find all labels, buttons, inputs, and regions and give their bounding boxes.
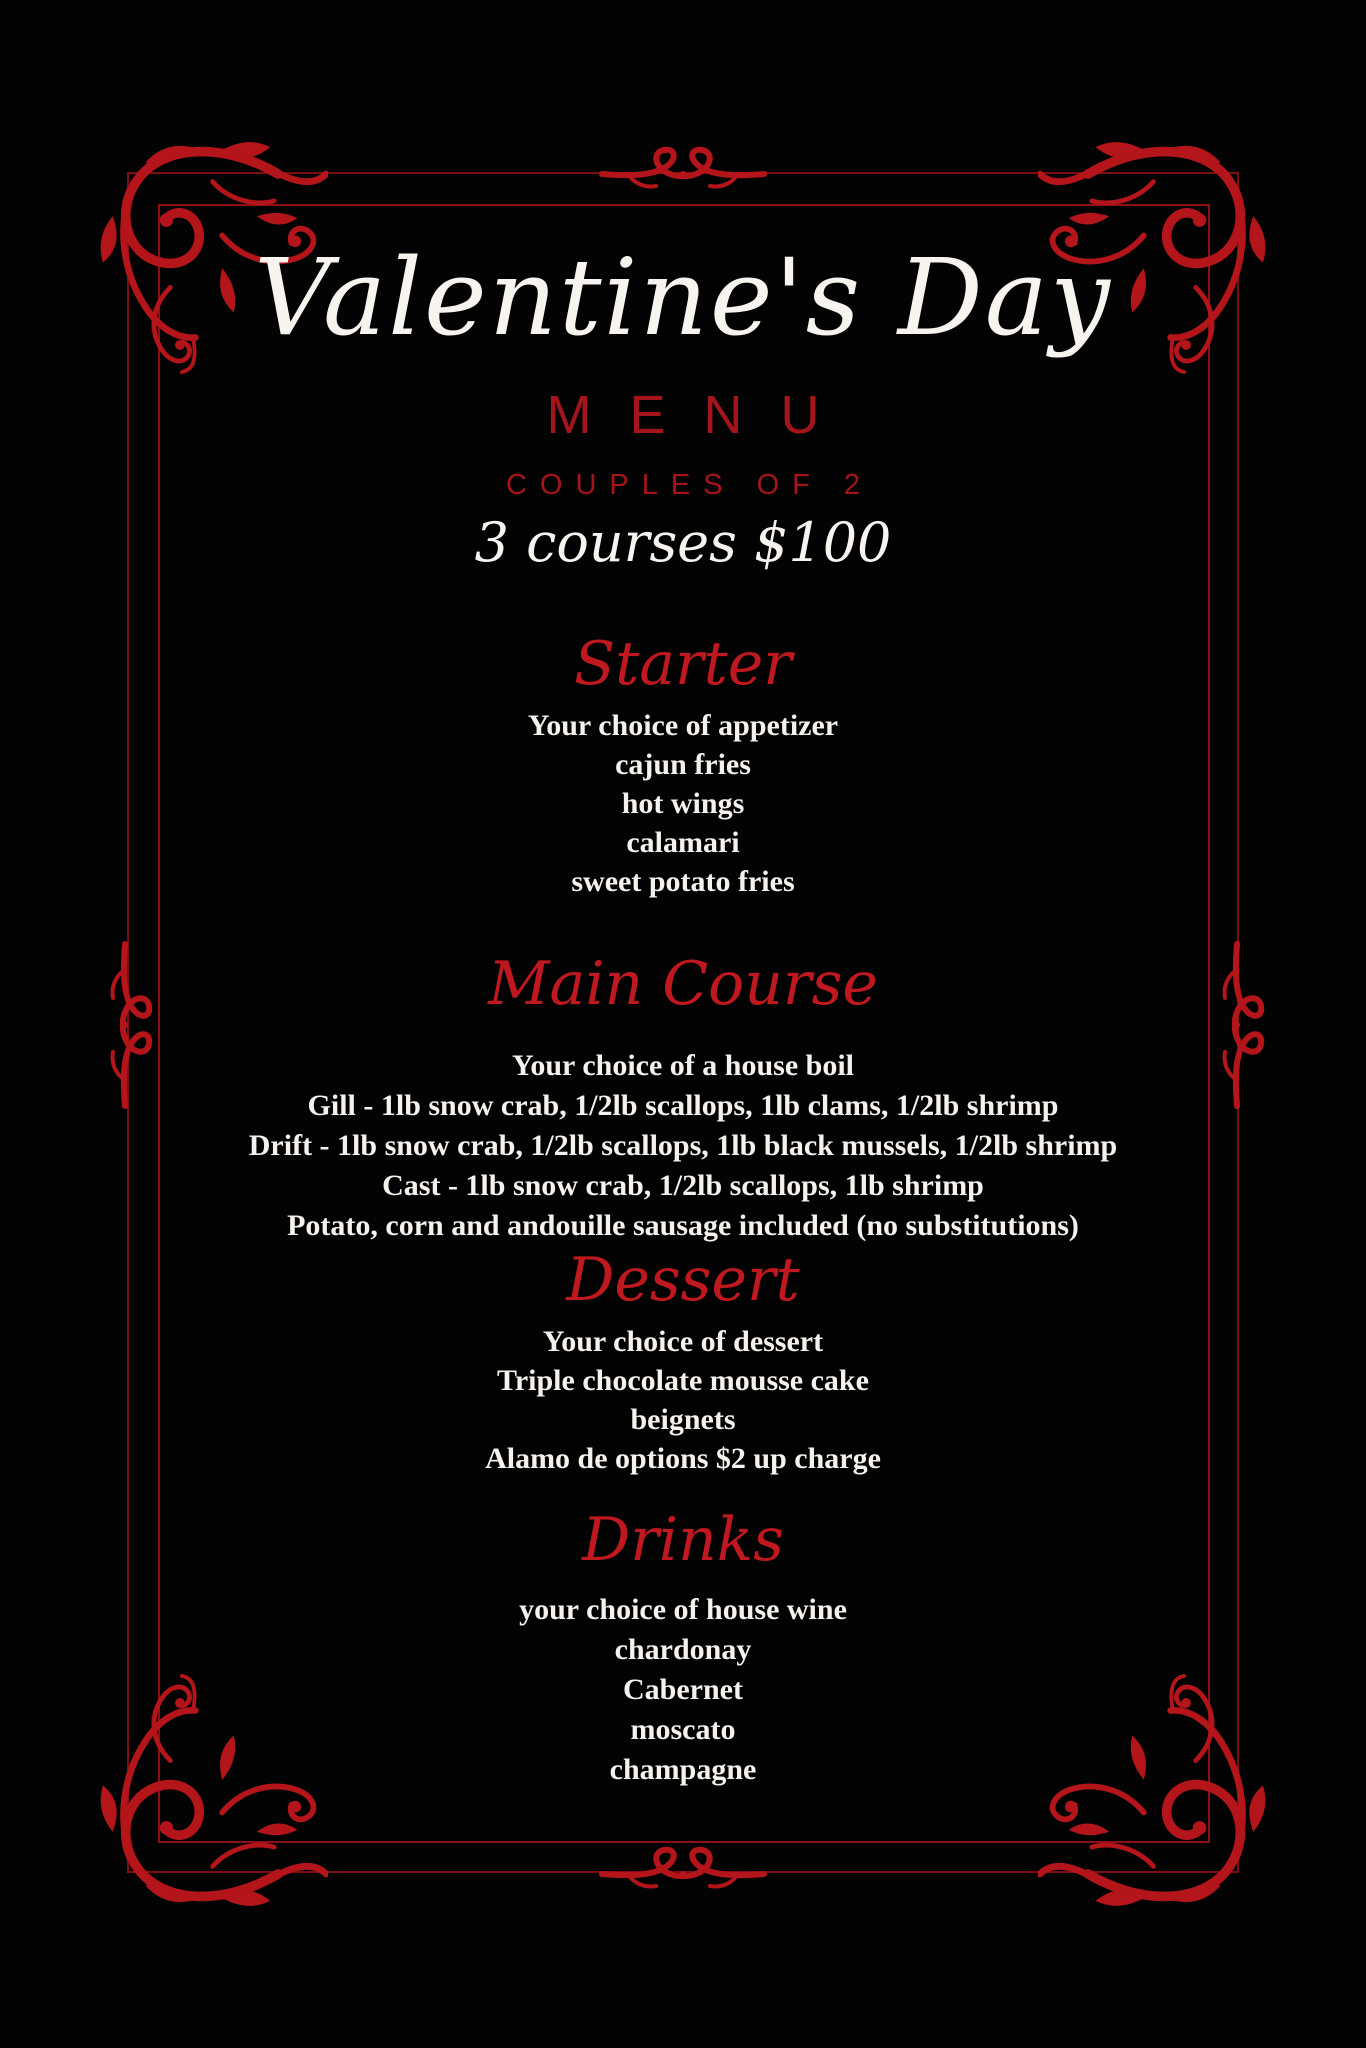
section-heading-drinks: Drinks	[582, 1505, 784, 1575]
section-heading-starter: Starter	[574, 629, 792, 699]
menu-item: Triple chocolate mousse cake	[497, 1364, 869, 1397]
couples-label: COUPLES OF 2	[505, 469, 874, 501]
section-main-course	[0, 950, 1366, 1246]
menu-item: Alamo de options $2 up charge	[485, 1442, 881, 1475]
section-drinks	[0, 1506, 1366, 1790]
main-course-items	[0, 1046, 1366, 1246]
menu-item: Cast - 1lb snow crab, 1/2lb scallops, 1lb shrimp	[382, 1169, 984, 1202]
menu-item: Gill - 1lb snow crab, 1/2lb scallops, 1lb clams, 1/2lb shrimp	[307, 1089, 1059, 1122]
menu-item: chardonay	[614, 1633, 752, 1666]
page-title: Valentine's Day	[254, 236, 1112, 359]
menu-item: Your choice of a house boil	[512, 1049, 854, 1082]
menu-item: Drift - 1lb snow crab, 1/2lb scallops, 1lb black mussels, 1/2lb shrimp	[248, 1129, 1118, 1162]
menu-item: Potato, corn and andouille sausage included (no substitutions)	[287, 1209, 1079, 1242]
menu-item: sweet potato fries	[571, 865, 795, 898]
drinks-items	[0, 1590, 1366, 1790]
scroll-swirl-bottom-icon	[598, 1844, 768, 1900]
dessert-items	[0, 1322, 1366, 1478]
menu-item: beignets	[630, 1403, 736, 1436]
menu-item: Your choice of dessert	[542, 1325, 824, 1358]
menu-label: MENU	[546, 385, 858, 445]
menu-item: champagne	[609, 1753, 757, 1786]
menu-item: Your choice of appetizer	[527, 709, 839, 742]
menu-item: Cabernet	[623, 1673, 743, 1706]
section-starter	[0, 630, 1366, 901]
scroll-swirl-top-icon	[598, 144, 768, 200]
section-heading-main-course: Main Course	[488, 949, 878, 1019]
menu-item: calamari	[626, 826, 740, 859]
menu-item: your choice of house wine	[519, 1593, 847, 1626]
menu-item: hot wings	[621, 787, 745, 820]
starter-items	[0, 706, 1366, 901]
menu-item: moscato	[630, 1713, 736, 1746]
section-dessert	[0, 1246, 1366, 1478]
section-heading-dessert: Dessert	[566, 1245, 800, 1315]
price-line: 3 courses $100	[474, 511, 892, 574]
menu-item: cajun fries	[615, 748, 751, 781]
